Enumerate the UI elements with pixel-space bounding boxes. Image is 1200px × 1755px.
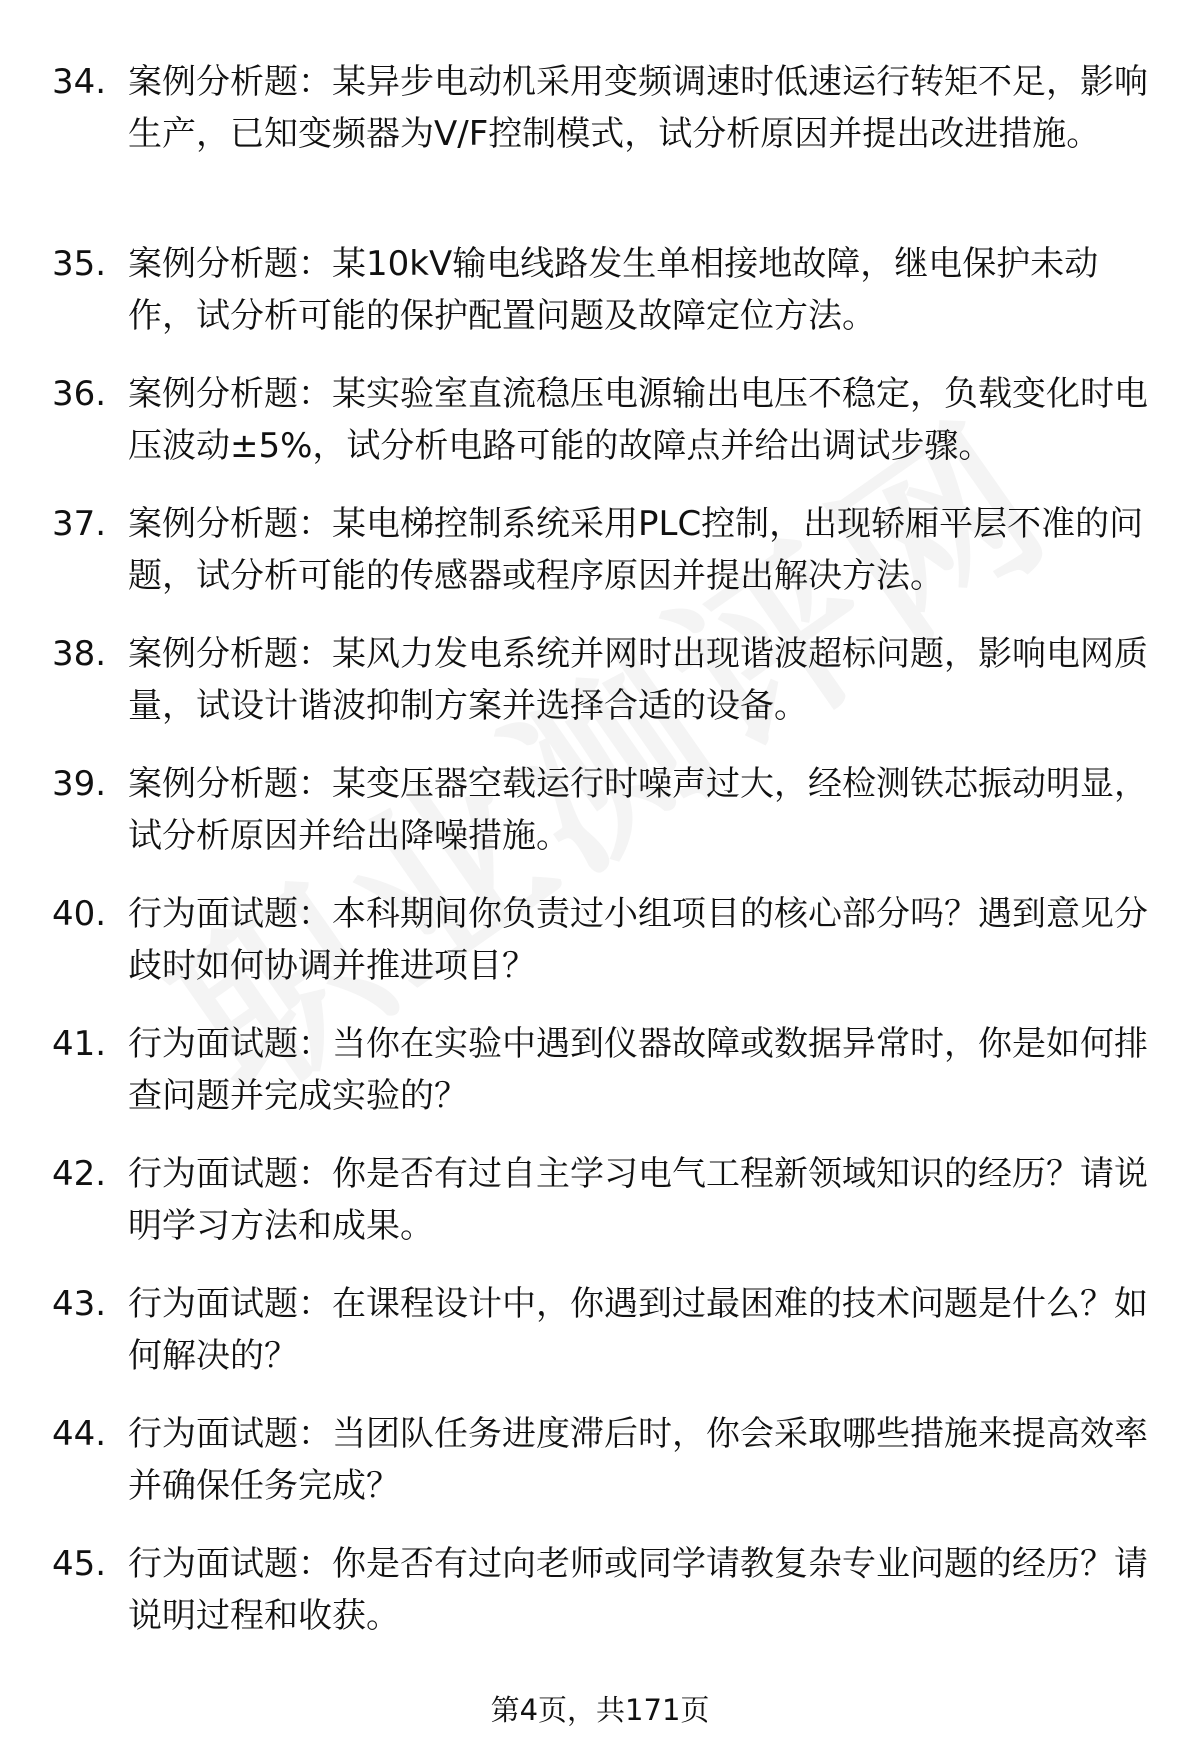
page-footer: 第4页，共171页 (490, 1693, 710, 1727)
question-number: 44. (52, 1414, 107, 1454)
question-number: 42. (52, 1154, 107, 1194)
question-text: 行为面试题：你是否有过向老师或同学请教复杂专业问题的经历？请说明过程和收获。 (128, 1544, 1148, 1636)
question-item (52, 1408, 1162, 1512)
question-list (52, 56, 1162, 1668)
question-number: 45. (52, 1544, 107, 1584)
question-number: 37. (52, 504, 107, 544)
question-number: 34. (52, 62, 107, 102)
question-item (52, 1148, 1162, 1252)
question-item (52, 888, 1162, 992)
question-number: 36. (52, 374, 107, 414)
question-text: 案例分析题：某10kV输电线路发生单相接地故障，继电保护未动作，试分析可能的保护配置问题及故障定位方法。 (128, 244, 1099, 336)
question-number: 39. (52, 764, 107, 804)
question-text: 案例分析题：某实验室直流稳压电源输出电压不稳定，负载变化时电压波动±5%，试分析电路可能的故障点并给出调试步骤。 (128, 374, 1148, 466)
question-text: 案例分析题：某风力发电系统并网时出现谐波超标问题，影响电网质量，试设计谐波抑制方案并选择合适的设备。 (128, 634, 1148, 726)
question-text: 案例分析题：某变压器空载运行时噪声过大，经检测铁芯振动明显，试分析原因并给出降噪措施。 (128, 764, 1148, 856)
question-number: 38. (52, 634, 107, 674)
question-number: 41. (52, 1024, 107, 1064)
question-text: 行为面试题：本科期间你负责过小组项目的核心部分吗？遇到意见分歧时如何协调并推进项目？ (128, 894, 1148, 986)
question-item (52, 628, 1162, 732)
question-item (52, 498, 1162, 602)
question-text: 行为面试题：当团队任务进度滞后时，你会采取哪些措施来提高效率并确保任务完成？ (128, 1414, 1148, 1506)
question-item (52, 1018, 1162, 1122)
question-text: 案例分析题：某异步电动机采用变频调速时低速运行转矩不足，影响生产，已知变频器为V/F控制模式，试分析原因并提出改进措施。 (128, 62, 1148, 154)
question-text: 行为面试题：你是否有过自主学习电气工程新领域知识的经历？请说明学习方法和成果。 (128, 1154, 1148, 1246)
question-item (52, 1278, 1162, 1382)
question-item (52, 238, 1162, 342)
question-number: 43. (52, 1284, 107, 1324)
question-number: 35. (52, 244, 107, 284)
question-number: 40. (52, 894, 107, 934)
question-item (52, 758, 1162, 862)
question-text: 行为面试题：在课程设计中，你遇到过最困难的技术问题是什么？如何解决的？ (128, 1284, 1148, 1376)
question-item (52, 1538, 1162, 1642)
question-item (52, 56, 1162, 212)
question-text: 行为面试题：当你在实验中遇到仪器故障或数据异常时，你是如何排查问题并完成实验的？ (128, 1024, 1148, 1116)
question-item (52, 368, 1162, 472)
question-text: 案例分析题：某电梯控制系统采用PLC控制，出现轿厢平层不准的问题，试分析可能的传感器或程序原因并提出解决方法。 (128, 504, 1144, 596)
